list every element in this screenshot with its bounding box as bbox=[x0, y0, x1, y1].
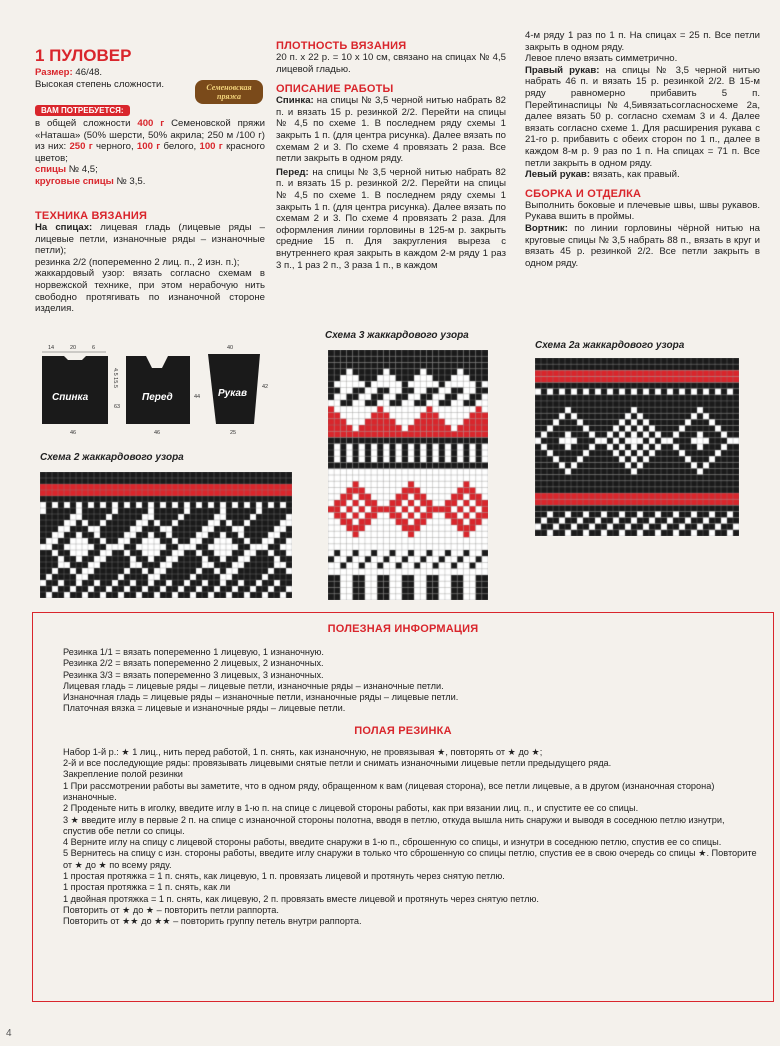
brand-logo-text: Семеновская пряжа bbox=[206, 83, 252, 101]
amount-red: 100 г bbox=[199, 141, 223, 153]
hollow-line: 4 Верните иглу на спицу с лицевой стороны работы, введите снаружи в 1-ю п., сброшенную со спицы, и изнутри в соседнюю петлю, спустив ее со спицы. bbox=[63, 837, 722, 848]
hollow-line: Набор 1-й р.: ★ 1 лиц., нить перед работой, 1 п. снять, как изнаночную, не провязывая ★, повторять от ★ до ★; bbox=[63, 746, 543, 757]
scheme2-chart bbox=[40, 472, 292, 598]
materials-t4: белого, bbox=[160, 141, 200, 153]
neckband bbox=[525, 223, 760, 269]
difficulty: Высокая степень сложности. bbox=[35, 78, 165, 90]
size-label: Размер: bbox=[35, 67, 73, 78]
back-label: Спинка: bbox=[276, 95, 314, 107]
assembly-text: Выполнить боковые и плечевые швы, швы рукавов. Рукава вшить в проймы. bbox=[525, 199, 760, 223]
neckband-text: по линии горловины чёрной нитью на круговые спицы № 3,5 набрать 88 п., вязать в круг и вязать 45 р. резинкой 2/2. Все петли закрыть в одном ряду. bbox=[525, 222, 760, 269]
hollow-line: Закрепление полой резинки bbox=[63, 769, 183, 780]
useful-line: Лицевая гладь = лицевые ряды – лицевые петли, изнаночные ряды – изнаночные петли. bbox=[63, 680, 444, 691]
hollow-line: 1 двойная протяжка = 1 п. снять, как лицевую, 2 п. провязать вместе лицевой и протянуть через снятую петлю. bbox=[63, 893, 539, 904]
useful-line: Платочная вязка = лицевые и изнаночные ряды – лицевые петли. bbox=[63, 703, 346, 714]
amount-white: 100 г bbox=[136, 141, 161, 153]
hollow-line: 5 Вернитесь на спицу с изн. стороны работы, введите иглу снаружи в только что сброшенную со спицы петлю, спустив ее в свою очередь со спицы ★. Повторите от ★ до ★ по всему ряду. bbox=[63, 848, 757, 870]
right-sleeve-label: Правый рукав: bbox=[525, 64, 600, 76]
hollow-heading: ПОЛАЯ РЕЗИНКА bbox=[354, 724, 452, 737]
circular-value: № 3,5. bbox=[113, 175, 146, 187]
scheme2a-chart bbox=[535, 358, 739, 536]
sleeve-piece-label: Рукав bbox=[218, 388, 248, 399]
useful-line: Изнаночная гладь = лицевые ряды – изнаночные петли, изнаночные ряды – лицевые петли. bbox=[63, 692, 459, 703]
materials-block bbox=[35, 100, 265, 188]
materials-badge: ВАМ ПОТРЕБУЕТСЯ: bbox=[35, 105, 130, 116]
assembly-heading: СБОРКА И ОТДЕЛКА bbox=[525, 187, 642, 200]
hollow-line: Повторить от ★★ до ★★ – повторить группу петель внутри раппорта. bbox=[63, 916, 362, 927]
technique-block bbox=[35, 210, 265, 315]
dim-46-a: 46 bbox=[70, 430, 77, 436]
hollow-line: 1 простая протяжка = 1 п. снять, как лицевую, 1 п. провязать лицевой и протянуть через снятую петлю. bbox=[63, 871, 505, 882]
technique-needles bbox=[35, 222, 265, 257]
size-line bbox=[35, 67, 265, 79]
dim-63: 63 bbox=[114, 404, 121, 410]
dim-14: 14 bbox=[48, 345, 55, 351]
front-piece-label: Перед bbox=[142, 392, 173, 403]
right-sleeve-text: на спицы № 3,5 черной нитью набрать 46 п. и вязать 15 р. резинкой 2/2. В 15-м ряду равномерно прибавить 5 п. Перейтинаспицы№4,5ивязатьсогласносхеме 2а, далее вязать 50 р. согласно схемам 3 и 4. Далее вязать согласно схеме 1. Для расширения рукава с 21-го р. прибавить с обеих сторон по 1 п., далее в каждом 8-м р. 9 раз по 1 п. На спицах = 71 п. Все петли закрыть в одном ряду. bbox=[525, 64, 761, 169]
hollow-line: 2 Проденьте нить в иголку, введите иглу в 1-ю п. на спице с лицевой стороны работы, как при вязании лиц. п., и спустите ее со спицы. bbox=[63, 803, 639, 814]
front-piece-shape bbox=[126, 356, 190, 424]
density-heading: ПЛОТНОСТЬ ВЯЗАНИЯ bbox=[276, 40, 407, 52]
needles-label: спицы bbox=[35, 164, 67, 176]
needles-value: № 4,5; bbox=[66, 164, 98, 176]
hollow-line: Повторить от ★ до ★ – повторить петли раппорта. bbox=[63, 904, 279, 915]
circular-label: круговые спицы bbox=[35, 175, 114, 187]
useful-line: Резинка 3/3 = вязать попеременно 3 лицевых, 3 изнаночных. bbox=[63, 669, 324, 680]
useful-line: Резинка 2/2 = вязать попеременно 2 лицевых, 2 изнаночных. bbox=[63, 658, 324, 669]
back-piece-label: Спинка bbox=[52, 392, 89, 403]
materials-t5: красного цветов; bbox=[35, 141, 266, 164]
left-sleeve-label: Левый рукав: bbox=[525, 169, 591, 181]
hollow-line: 3 ★ введите иглу в первые 2 п. на спице с изнаночной стороны полотна, вводя в петлю, откуда вышла нить снаружи и выводя в соседнюю петлю изнутри, спустив обе петли со спицы. bbox=[63, 814, 725, 836]
size-value: 46/48. bbox=[75, 67, 103, 78]
back-body: на спицы № 3,5 черной нитью набрать 82 п. и вязать 15 р. резинкой 2/2. Перейти на спицы № 4,5 по схеме 1. В последнем ряду схемы 1 закрыть 1 п. (для центра рисунка). Далее вязать по схемам 2 и 3. По схеме 4 провязать 2 раза. Все петли закрыть в одном ряду. bbox=[276, 95, 506, 165]
scheme2a-title: Схема 2а жаккардового узора bbox=[535, 340, 685, 351]
scheme3-chart bbox=[328, 350, 488, 600]
pattern-pieces bbox=[34, 338, 270, 438]
materials-text bbox=[35, 118, 265, 188]
scheme2-title: Схема 2 жаккардового узора bbox=[40, 452, 184, 463]
neckband-label: Вортник: bbox=[525, 222, 568, 234]
dim-15: 4.5 15.5 bbox=[112, 368, 118, 388]
front-label: Перед: bbox=[276, 166, 309, 178]
front-text bbox=[276, 167, 506, 271]
left-sleeve-text: вязать, как правый. bbox=[590, 169, 680, 181]
technique-rib: резинка 2/2 (попеременно 2 лиц. п., 2 изн. п.); bbox=[35, 256, 240, 268]
page-number: 4 bbox=[6, 1028, 12, 1039]
dim-6: 6 bbox=[92, 345, 96, 351]
technique-needles-label: На спицах: bbox=[35, 222, 93, 233]
useful-heading: ПОЛЕЗНАЯ ИНФОРМАЦИЯ bbox=[327, 623, 479, 635]
technique-heading: ТЕХНИКА ВЯЗАНИЯ bbox=[35, 210, 148, 222]
left-shoulder: Левое плечо вязать симметрично. bbox=[525, 53, 678, 65]
column-3 bbox=[525, 30, 760, 269]
dim-46-b: 46 bbox=[154, 430, 161, 436]
useful-list bbox=[63, 647, 753, 715]
left-sleeve bbox=[525, 169, 760, 181]
technique-needles-text: лицевая гладь (лицевые ряды – лицевые петли, изнаночные ряды – изнаночные петли); bbox=[35, 222, 265, 257]
dim-20: 20 bbox=[70, 345, 77, 351]
description-heading: ОПИСАНИЕ РАБОТЫ bbox=[276, 83, 394, 96]
materials-t1: в общей сложности bbox=[35, 118, 138, 129]
amount-black: 250 г bbox=[69, 141, 93, 153]
useful-line: Резинка 1/1 = вязать попеременно 1 лицевую, 1 изнаночную. bbox=[63, 647, 324, 657]
technique-jacquard: жаккардовый узор: вязать согласно схемам в норвежской технике, при этом нерабочую нить свободно протягивать по изнаночной стороне изделия. bbox=[35, 268, 265, 315]
hollow-line: 1 простая протяжка = 1 п. снять, как ли bbox=[63, 882, 231, 893]
info-box bbox=[32, 612, 774, 1002]
scheme3-title: Схема 3 жаккардового узора bbox=[325, 330, 469, 341]
right-sleeve bbox=[525, 65, 760, 169]
hollow-line: 2-й и все последующие ряды: провязывать лицевыми снятые петли и снимать изнаночными лицевые петли предыдущего ряда. bbox=[63, 758, 612, 769]
back-text bbox=[276, 95, 506, 165]
dim-40: 40 bbox=[227, 345, 234, 351]
hollow-line: 1 При рассмотрении работы вы заметите, что в одном ряду, обращенном к вам (лицевая сторона), все петли лицевые, а в другом (изнаночная сторона) изнаночные. bbox=[63, 780, 715, 802]
amount-total: 400 г bbox=[137, 118, 165, 129]
materials-t2: Семеновской пряжи «Наташа» (50% шерсти, 50% акрила; 250 м /100 г) из них: bbox=[35, 118, 265, 153]
back-piece-shape bbox=[42, 356, 108, 424]
front-body: на спицы № 3,5 черной нитью набрать 82 п. и вязать 15 р. резинкой 2/2. Перейти на спицы № 4,5 по схеме 1. В последнем ряду схемы 1 закрыть 1 п. (для центра рисунка). Далее вязать по схемам 2 и 3. По схеме 4 провязать 2 раза. Для оформления линии горловины в 125-м р. закрыть средние 15 п. Для закругления выреза с внутреннего края закрыть в каждом 2-м ряду 1 раз 3 п., 1 раз 2 п., 3 раза 1 п., в каждом bbox=[276, 166, 506, 271]
dim-25: 25 bbox=[230, 430, 237, 436]
dim-42: 42 bbox=[262, 384, 269, 390]
front-continued: 4-м ряду 1 раз по 1 п. На спицах = 25 п. Все петли закрыть в одном ряду. bbox=[525, 30, 760, 53]
column-2 bbox=[276, 40, 506, 271]
pattern-title: 1 ПУЛОВЕР bbox=[35, 46, 132, 65]
density-text: 20 п. х 22 р. = 10 х 10 см, связано на спицах № 4,5 лицевой гладью. bbox=[276, 52, 506, 75]
materials-t3: черного, bbox=[92, 141, 137, 153]
dim-44: 44 bbox=[194, 394, 201, 400]
hollow-list bbox=[63, 747, 759, 928]
